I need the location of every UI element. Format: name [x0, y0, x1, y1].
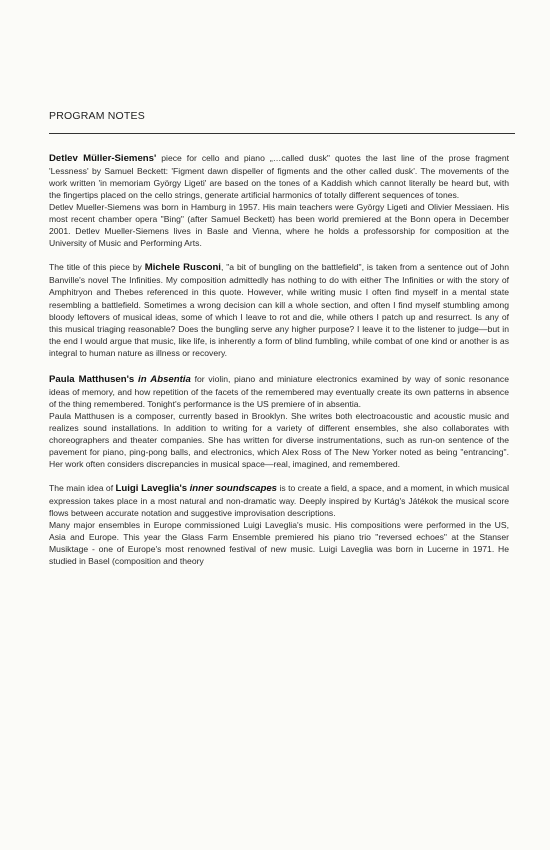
composer-name: Paula Matthusen's — [49, 373, 135, 385]
composer-bio: Paula Matthusen is a composer, currently based in Brooklyn. She writes both electroacoustic and acoustic music and realizes sound installations. In addition to writing for a variety of different ensembles, she also collaborates with choreographers and theater companies. She has written for diverse instrumentations, such as run-on sentence of the pavement for piano, ping-pong balls, and electronics, which Alex Ross of The New Yorker noted as being "entrancing". Her work often considers discrepancies in musical space—real, imagined, and remembered. — [49, 410, 509, 470]
notes-body — [49, 152, 509, 567]
note-rusconi — [49, 261, 509, 358]
note-matthusen — [49, 373, 509, 470]
note-intro: The title of this piece by Michele Rusconi, "a bit of bungling on the battlefield", is taken from a sentence out of John Banville's novel The Infinities. My composition admittedly has nothing to do with either The Infinities or with the story of Amphitryon and Thebes referenced in this quote. However, while writing music I often find myself in a mental state resembling a battlefield. Sometimes a wrong decision can kill a whole section, and often I find myself stumbling among bloody leftovers of musical ideas, some of which I leave to rot and die, while others I patch up and resurrect. Is any of this musical triaging reasonable? Does the bungling serve any higher purpose? I leave it to the listener to judge—but in the end I would argue that music, like life, is inherently a form of blind fumbling, while combat of one kind or another is as integral to human nature as illness or recovery. — [49, 262, 509, 358]
work-title: inner soundscapes — [189, 483, 278, 495]
composer-name: Michele Rusconi — [144, 262, 221, 274]
note-mueller-siemens — [49, 152, 509, 249]
composer-bio: Detlev Mueller-Siemens was born in Hamburg in 1957. His main teachers were György Ligeti and Olivier Messiaen. His most recent chamber opera "Bing" (after Samuel Beckett) has been world premiered at the Bonn opera in December 2001. Detlev Mueller-Siemens lives in Basle and Vienna, where he holds a professorship for composition at the University of Music and Performing Arts. — [49, 202, 509, 249]
composer-name: Luigi Laveglia's — [115, 483, 188, 495]
note-laveglia — [49, 482, 509, 567]
work-title: in Absentia — [138, 373, 191, 385]
composer-bio: Many major ensembles in Europe commissioned Luigi Laveglia's music. His compositions were performed in the US, Asia and Europe. This year the Glass Farm Ensemble premiered his piano trio "reversed echoes" at the Stanser Musiktage - one of Europe's most renowned festival of new music. Luigi Laveglia was born in Lucerne in 1971. He studied in Basel (composition and theory — [49, 520, 509, 567]
page-title: PROGRAM NOTES — [49, 110, 145, 122]
note-intro: Paula Matthusen's in Absentia for violin, piano and miniature electronics examined by way of sonic resonance ideas of memory, and how repetition of the facets of the remembered may eventually create its own patterns in absence of the thing remembered. Tonight's performance is the US premiere of in absentia. — [49, 373, 509, 409]
note-intro: Detlev Müller-Siemens' piece for cello and piano „…called dusk" quotes the last line of the prose fragment 'Lessness' by Samuel Beckett: 'Figment dawn dispeller of figments and the other called dusk'. The movements of the work written 'in memoriam György Ligeti' are based on the tones of a Kaddish which cannot literally be heard but, with the fingertips placed on the cello strings, generate artificial harmonics of totally different sequences of tones. — [49, 153, 509, 201]
note-intro: The main idea of Luigi Laveglia's inner soundscapes is to create a field, a space, and a moment, in which musical expression takes place in a most natural and non-dramatic way. Deeply inspired by Kurtág's Játékok the musical score flows between accurate notation and suggestive improvisation descriptions. — [49, 483, 510, 519]
composer-name: Detlev Müller-Siemens' — [49, 153, 157, 164]
title-divider — [49, 133, 515, 134]
